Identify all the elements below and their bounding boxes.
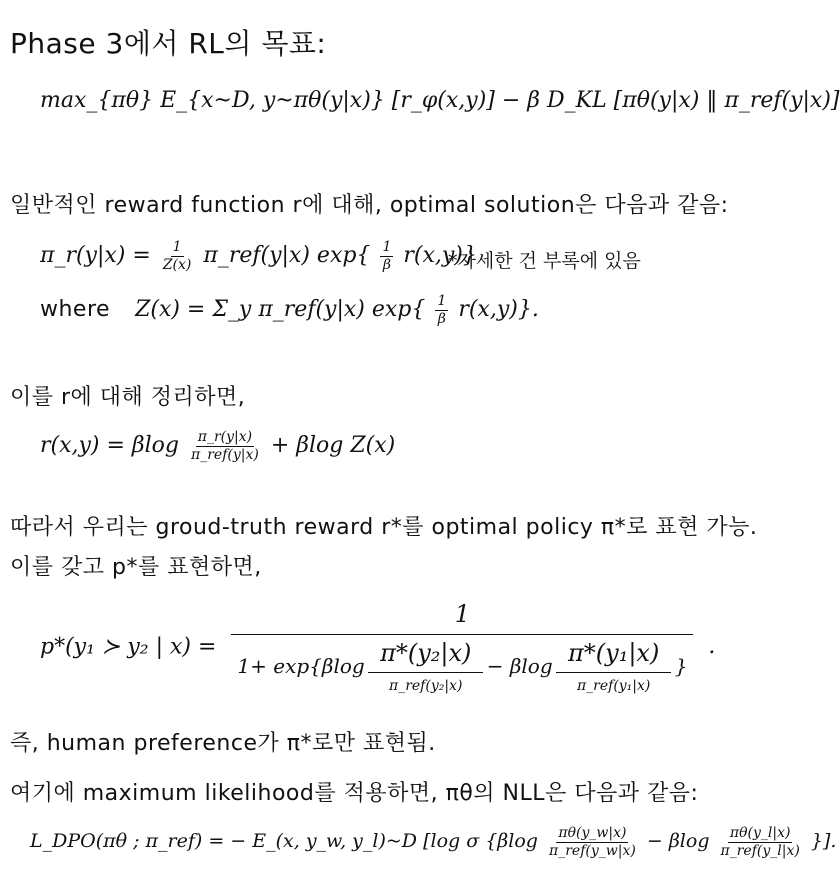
frac-numerator: 1	[172, 239, 182, 255]
r-lhs: r(x,y) = βlog	[40, 433, 180, 459]
p-star-period: .	[708, 634, 716, 660]
dpo-ratio-loser	[719, 826, 802, 858]
ground-truth-text: 따라서 우리는 groud-truth reward r*를 optimal policy π*로 표현 가능.	[10, 515, 758, 540]
frac-denominator: π_ref(y_l|x)	[720, 842, 800, 859]
frac-numerator: πθ(y_w|x)	[558, 825, 627, 841]
pi-r-tail: r(x,y)}	[403, 243, 477, 269]
z-definition	[40, 294, 720, 326]
rl-objective-formula: max_{πθ} E_{x~D, y~πθ(y|x)} [r_φ(x,y)] − β D_KL [πθ(y|x) ‖ π_ref(y|x)]	[40, 88, 840, 113]
heading: Phase 3에서 RL의 목표:	[10, 27, 327, 60]
dpo-lhs: L_DPO(πθ ; π_ref) = − E_(x, y_w, y_l)~D	[30, 830, 418, 853]
r-tail: + βlog Z(x)	[270, 433, 396, 459]
frac-denominator: π_ref(y_w|x)	[549, 842, 636, 859]
frac-numerator: πθ(y_l|x)	[729, 825, 791, 841]
p-star-fraction	[237, 600, 687, 694]
p-star-intro: 이를 갖고 p*를 표현하면,	[10, 555, 262, 580]
r-ratio-fraction	[189, 430, 261, 462]
z-def-tail: r(x,y)}.	[458, 297, 539, 323]
frac-denominator: π_ref(y₁|x)	[576, 678, 651, 695]
p-star-lhs: p*(y₁ ≻ y₂ | x) =	[40, 634, 217, 660]
optimal-solution-intro: 일반적인 reward function r에 대해, optimal solution은 다음과 같음:	[10, 193, 729, 218]
p-star-den-a: 1+ exp{βlog	[237, 653, 365, 678]
frac-denominator: β	[437, 310, 446, 327]
pi-r-inverse-z-fraction	[161, 240, 194, 272]
dpo-a: [log σ {βlog	[423, 830, 538, 853]
reward-formula	[40, 430, 720, 462]
frac-denominator: β	[382, 256, 391, 273]
human-preference-text: 즉, human preference가 π*로만 표현됨.	[10, 731, 436, 756]
frac-denominator: π_ref(y|x)	[191, 446, 259, 463]
p-star-denominator	[237, 635, 687, 694]
p-star-den-c: }	[674, 653, 688, 678]
p-star-formula	[40, 600, 720, 694]
mle-text: 여기에 maximum likelihood를 적용하면, πθ의 NLL은 다음과 같음:	[10, 781, 699, 806]
pi-r-lhs: π_r(y|x) =	[40, 243, 151, 269]
frac-numerator: 1	[382, 239, 392, 255]
p-star-ratio-1	[374, 641, 477, 694]
frac-numerator: π*(y₁|x)	[556, 641, 671, 673]
where-label: where	[40, 297, 111, 323]
frac-numerator: π_r(y|x)	[197, 429, 253, 445]
pi-r-beta-fraction	[380, 240, 393, 272]
frac-numerator: π*(y₂|x)	[368, 641, 483, 673]
frac-denominator: Z(x)	[162, 256, 192, 273]
dpo-c: }].	[810, 830, 837, 853]
appendix-note: *자세한 건 부록에 있음	[448, 250, 641, 272]
z-beta-fraction	[435, 294, 448, 326]
frac-numerator: 1	[437, 293, 447, 309]
dpo-ratio-winner	[547, 826, 638, 858]
p-star-numerator: 1	[231, 600, 693, 635]
dpo-b: − βlog	[646, 830, 710, 853]
rearrange-text: 이를 r에 대해 정리하면,	[10, 385, 246, 410]
z-def-lhs: Z(x) = Σ_y π_ref(y|x) exp{	[135, 297, 426, 323]
p-star-den-b: − βlog	[486, 653, 553, 678]
pi-r-rhs: π_ref(y|x) exp{	[203, 243, 371, 269]
frac-denominator: π_ref(y₂|x)	[389, 678, 463, 695]
p-star-ratio-2	[562, 641, 665, 694]
